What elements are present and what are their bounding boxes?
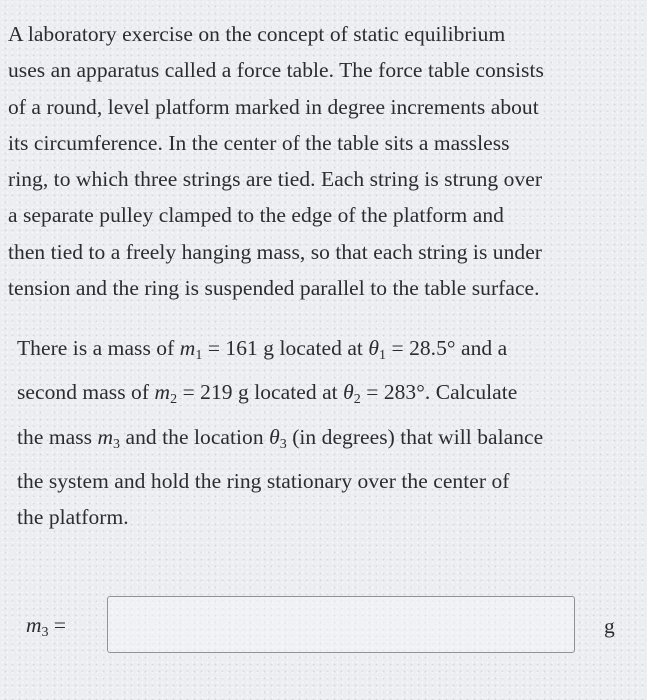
subscript: 1 [195, 348, 203, 363]
equals-sign: = [48, 613, 67, 637]
subscript: 3 [113, 436, 121, 452]
question-text: = 219 g located at [177, 380, 344, 405]
mass-symbol: m [26, 613, 42, 637]
question-text: the mass [17, 424, 98, 449]
intro-line: its circumference. In the center of the table sits a massless [8, 130, 510, 155]
question-text: = 283°. Calculate [360, 380, 518, 405]
theta-symbol: θ [343, 380, 354, 405]
subscript: 2 [170, 392, 178, 408]
question-line-3 [17, 419, 629, 463]
intro-line: of a round, level platform marked in degree increments about [8, 94, 539, 119]
question-line-5: the platform. [17, 505, 129, 530]
mass-symbol: m [97, 424, 114, 449]
mass-symbol: m [154, 380, 171, 405]
question-text: and the location [120, 424, 270, 449]
unit-label: g [604, 614, 615, 638]
intro-line: a separate pulley clamped to the edge of the platform and [8, 203, 504, 228]
problem-paragraph-question [17, 330, 629, 535]
question-line-4: the system and hold the ring stationary over the center of [17, 468, 510, 493]
intro-line: uses an apparatus called a force table. The force table consists [8, 58, 544, 83]
theta-symbol: θ [368, 336, 379, 360]
question-text: There is a mass of [17, 336, 180, 360]
mass-symbol: m [179, 336, 196, 360]
subscript: 1 [378, 348, 387, 363]
subscript: 3 [41, 625, 49, 640]
subscript: 3 [279, 436, 287, 452]
question-line-2 [17, 374, 629, 418]
intro-line: ring, to which three strings are tied. Each string is strung over [8, 167, 543, 192]
m3-answer-input[interactable] [107, 596, 575, 653]
subscript: 2 [353, 392, 361, 408]
question-text: second mass of [17, 380, 155, 405]
theta-symbol: θ [269, 424, 280, 449]
question-text: = 28.5° and a [386, 336, 508, 360]
intro-line: then tied to a freely hanging mass, so that each string is under [8, 239, 542, 264]
problem-paragraph-intro [8, 16, 638, 306]
answer-label [26, 613, 66, 641]
intro-line: A laboratory exercise on the concept of static equilibrium [8, 22, 506, 46]
answer-row [0, 590, 647, 660]
question-line-1 [17, 330, 629, 374]
question-text: (in degrees) that will balance [286, 424, 544, 449]
intro-line: tension and the ring is suspended parallel to the table surface. [8, 276, 540, 301]
question-text: = 161 g located at [202, 336, 369, 360]
